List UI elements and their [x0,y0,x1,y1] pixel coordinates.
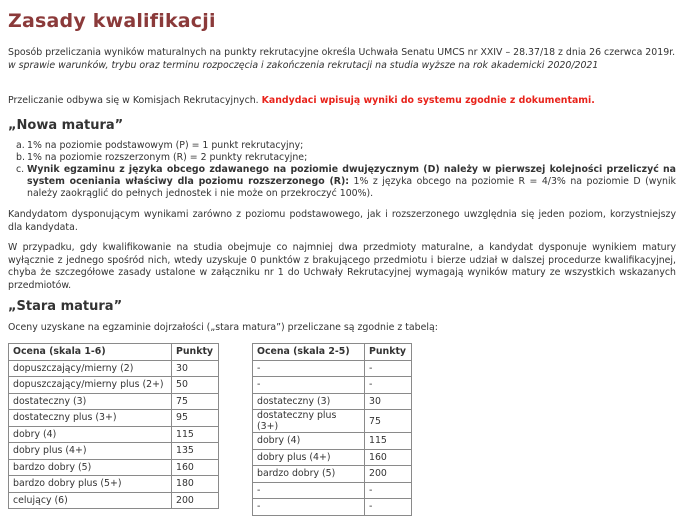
list-text: 1% na poziomie rozszerzonym (R) = 2 punkty rekrutacyjne; [27,152,308,163]
table-cell: 75 [365,410,412,433]
table-cell: 200 [172,492,219,509]
table-row [253,410,412,433]
intro-resolution-link[interactable]: w sprawie warunków, trybu oraz terminu rozpoczęcia i zakończenia rekrutacji na studia wyższe na rok akademicki 2020/2021 [8,59,599,71]
table-cell: celujący (6) [9,492,172,509]
table-header: Punkty [172,344,219,361]
table-cell: dostateczny (3) [253,393,365,410]
table-cell: dopuszczający/mierny (2) [9,360,172,377]
table-row [9,476,219,493]
table-cell: - [365,482,412,499]
table-cell: dostateczny (3) [9,393,172,410]
table-cell: 95 [172,410,219,427]
table-cell: 200 [365,466,412,483]
table-cell: 30 [172,360,219,377]
intro-lead: Sposób przeliczania wyników maturalnych na punkty rekrutacyjne określa Uchwała Senatu UMCS nr XXIV – 28.37/18 z dnia 26 czerwca 2019r. [8,47,676,58]
table-row [9,377,219,394]
table-cell: dobry (4) [253,433,365,450]
table-row [9,360,219,377]
table-cell: dostateczny plus (3+) [253,410,365,433]
table-cell: 30 [365,393,412,410]
table-cell: - [365,499,412,516]
list-marker: b. [16,152,25,163]
table-cell: bardzo dobry plus (5+) [9,476,172,493]
table-header: Punkty [365,344,412,361]
table-header: Ocena (skala 2-5) [253,344,365,361]
table-cell: dobry (4) [9,426,172,443]
list-marker: a. [16,140,25,151]
table-cell: - [253,377,365,394]
table-row [253,449,412,466]
table-row [9,410,219,427]
table-row [253,466,412,483]
levels-paragraph: Kandydatom dysponującym wynikami zarówno z poziomu podstawowego, jak i rozszerzonego uwzględnia się jeden poziom, korzystniejszy dla kandydata. [8,209,676,233]
table-row [9,426,219,443]
table-cell: - [365,377,412,394]
table-cell: bardzo dobry (5) [9,459,172,476]
list-item [8,164,676,200]
table-cell: dobry plus (4+) [9,443,172,460]
table-row [253,499,412,516]
committee-warning: Kandydaci wpisują wyniki do systemu zgodnie z dokumentami. [261,95,595,106]
table-row [253,377,412,394]
table-row [253,433,412,450]
table-row [9,459,219,476]
page-title: Zasady kwalifikacji [8,10,216,32]
old-matura-intro: Oceny uzyskane na egzaminie dojrzałości („stara matura”) przeliczane są zgodnie z tabelą: [8,322,438,333]
list-text-bold: Wynik egzaminu z języka obcego zdawanego na poziomie dwujęzycznym (D) należy w pierwszej kolejności przeliczyć na system oceniania właściwy dla poziomu rozszerzonego (R): [27,164,676,187]
table-header: Ocena (skala 1-6) [9,344,172,361]
table-row [253,360,412,377]
table-cell: - [253,482,365,499]
table-cell: 160 [365,449,412,466]
list-item [8,140,676,152]
table-cell: 160 [172,459,219,476]
committee-text: Przeliczanie odbywa się w Komisjach Rekrutacyjnych. [8,95,259,106]
table-row [253,482,412,499]
table-row [9,492,219,509]
list-text: 1% z języka obcego na poziomie R = 4/3% na poziomie D (wynik należy zaokrąglić do pełnych jednostek i nie może on przekroczyć 100%). [27,176,676,199]
table-row [253,393,412,410]
table-cell: - [365,360,412,377]
table-cell: 115 [172,426,219,443]
new-matura-heading: „Nowa matura” [8,118,124,133]
table-cell: 115 [365,433,412,450]
table-cell: 180 [172,476,219,493]
table-row [9,443,219,460]
old-matura-heading: „Stara matura” [8,299,123,314]
committee-paragraph [8,95,676,108]
list-marker: c. [16,164,25,175]
table-cell: dobry plus (4+) [253,449,365,466]
grade-table-2-5 [252,343,412,516]
table-cell: 75 [172,393,219,410]
table-cell: 50 [172,377,219,394]
table-cell: bardzo dobry (5) [253,466,365,483]
new-matura-list [8,140,676,200]
table-cell: dostateczny plus (3+) [9,410,172,427]
table-row [9,393,219,410]
table-cell: - [253,499,365,516]
intro-paragraph [8,47,676,72]
missing-subject-paragraph: W przypadku, gdy kwalifikowanie na studia obejmuje co najmniej dwa przedmioty maturalne, a kandydat dysponuje wynikiem matury wyłącznie z jednego spośród nich, wtedy uzyskuje 0 punktów z brakującego przedmiotu i bierze udział w dalszej procedurze kwalifikacyjnej, chyba że szczegółowe zasady ustalone w załączniku nr 1 do Uchwały Rekrutacyjnej wymagają wyników matury ze wszystkich wskazanych przedmiotów. [8,242,676,291]
table-cell: 135 [172,443,219,460]
list-text: 1% na poziomie podstawowym (P) = 1 punkt rekrutacyjny; [27,140,304,151]
grade-table-1-6 [8,343,219,509]
list-item [8,152,676,164]
table-header-row [9,344,219,361]
table-cell: - [253,360,365,377]
table-header-row [253,344,412,361]
table-cell: dopuszczający/mierny plus (2+) [9,377,172,394]
